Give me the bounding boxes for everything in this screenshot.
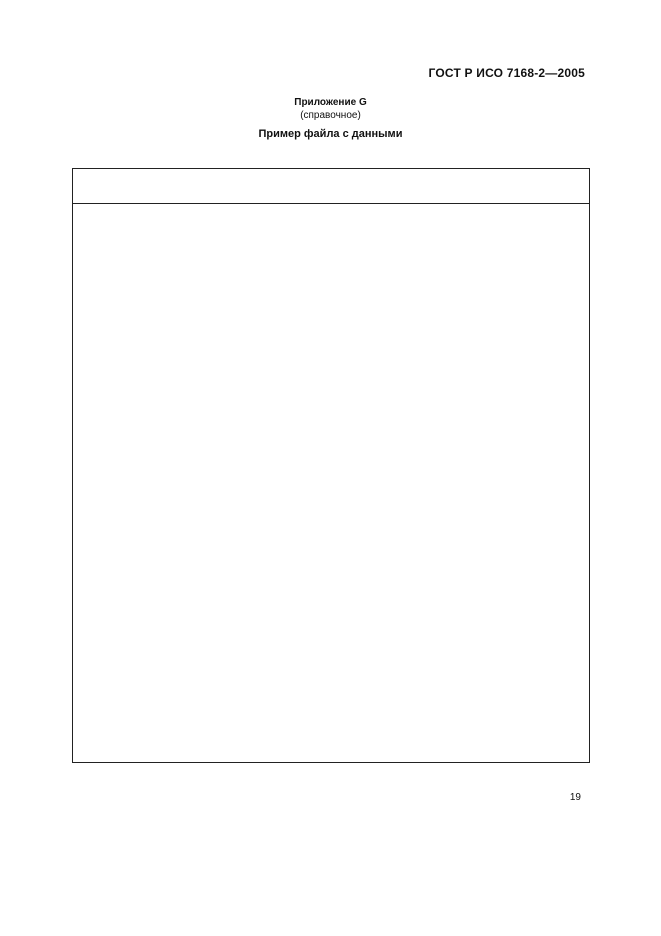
page-number: 19 bbox=[569, 792, 581, 803]
table-header-rule bbox=[73, 203, 589, 204]
appendix-subtitle: (справочное) bbox=[300, 110, 361, 121]
figure-caption: Пример файла с данными bbox=[258, 128, 403, 140]
rotated-data-table bbox=[72, 168, 590, 763]
appendix-title: Приложение G bbox=[294, 97, 367, 108]
standard-header: ГОСТ Р ИСО 7168-2—2005 bbox=[428, 66, 585, 80]
